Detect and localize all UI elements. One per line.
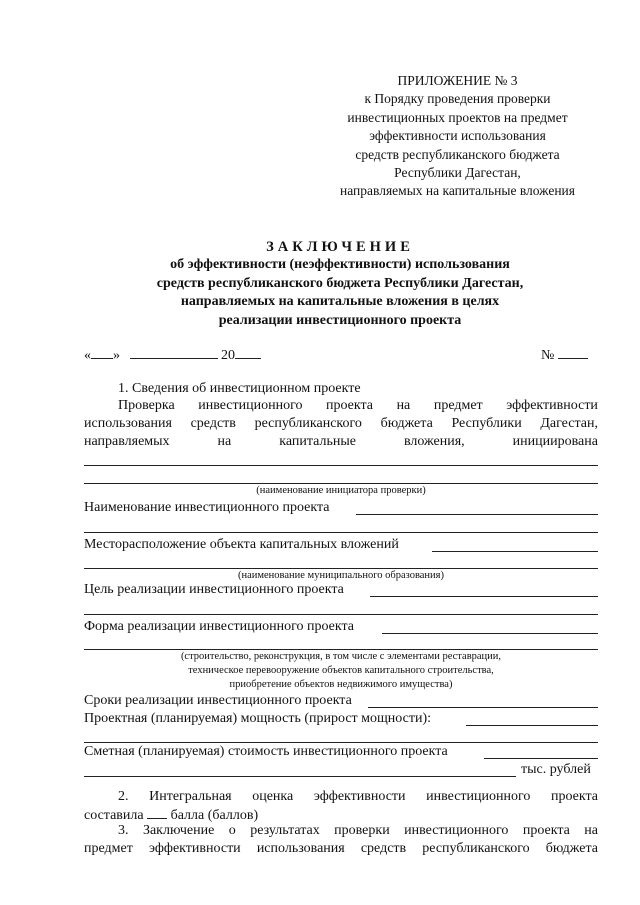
number-sign: № xyxy=(541,348,555,363)
score-blank[interactable] xyxy=(147,806,167,819)
form-caption-line: приобретение объектов недвижимого имущества) xyxy=(229,679,453,690)
word: проекта xyxy=(522,823,570,838)
word: результатах xyxy=(250,823,320,838)
capacity-label: Проектная (планируемая) мощность (прирост мощности): xyxy=(84,711,432,726)
word: использования xyxy=(84,416,172,431)
word: средств xyxy=(360,841,407,856)
word: на xyxy=(584,823,598,838)
word: капитальные xyxy=(279,434,356,449)
section3-line xyxy=(118,823,598,839)
terms-blank[interactable] xyxy=(368,707,598,708)
section1-para-line xyxy=(118,398,598,414)
project-name-label: Наименование инвестиционного проекта xyxy=(84,500,330,515)
section2-score xyxy=(84,806,258,824)
word: бюджета xyxy=(380,416,433,431)
word: инвестиционного xyxy=(404,823,509,838)
word: эффективности xyxy=(148,841,241,856)
location-label: Месторасположение объекта капитальных вложений xyxy=(84,537,399,552)
appendix-line: средств республиканского бюджета xyxy=(355,146,560,162)
score-prefix: составила xyxy=(84,808,144,823)
word: республиканского xyxy=(254,416,362,431)
word: на xyxy=(217,434,232,449)
section2-line xyxy=(118,789,598,805)
cost-blank-2[interactable] xyxy=(84,776,516,777)
year-blank[interactable] xyxy=(235,346,261,359)
appendix-line: Республики Дагестан, xyxy=(394,165,521,181)
word: Проверка xyxy=(118,398,175,413)
date-field xyxy=(84,346,261,364)
word: инвестиционного xyxy=(426,789,531,804)
word: 2. xyxy=(118,789,129,804)
word: инвестиционного xyxy=(198,398,303,413)
capacity-blank-2[interactable] xyxy=(84,742,598,743)
cost-blank[interactable] xyxy=(484,758,598,759)
word: предмет xyxy=(84,841,133,856)
form-label: Форма реализации инвестиционного проекта xyxy=(84,619,355,634)
terms-label: Сроки реализации инвестиционного проекта xyxy=(84,693,352,708)
word: бюджета xyxy=(545,841,598,856)
word: использования xyxy=(256,841,345,856)
day-blank[interactable] xyxy=(91,346,113,359)
goal-blank[interactable] xyxy=(370,596,598,597)
year-prefix: 20 xyxy=(221,348,235,363)
document-title xyxy=(60,238,620,330)
quote-open: « xyxy=(84,348,91,363)
month-blank[interactable] xyxy=(130,346,218,359)
goal-label: Цель реализации инвестиционного проекта xyxy=(84,582,344,597)
word: проекта xyxy=(326,398,374,413)
number-field xyxy=(541,346,588,364)
project-name-blank-2[interactable] xyxy=(84,532,598,533)
section1-para-line xyxy=(84,434,598,450)
word: проверки xyxy=(334,823,390,838)
capacity-blank[interactable] xyxy=(466,725,598,726)
word: направляемых xyxy=(84,434,170,449)
word: средств xyxy=(190,416,236,431)
cost-label: Сметная (планируемая) стоимость инвестиционного проекта xyxy=(84,744,448,759)
score-suffix: балла (баллов) xyxy=(170,808,259,823)
word: на xyxy=(396,398,411,413)
title-main: ЗАКЛЮЧЕНИЕ xyxy=(266,239,414,255)
form-caption xyxy=(84,650,598,692)
initiator-caption: (наименование инициатора проверки) xyxy=(256,485,426,496)
title-line: направляемых на капитальные вложения в целях xyxy=(180,294,500,310)
appendix-line: эффективности использования xyxy=(369,128,546,144)
form-caption-line: (строительство, реконструкция, в том числе с элементами реставрации, xyxy=(180,651,502,662)
word: вложения, xyxy=(403,434,465,449)
word: проекта xyxy=(551,789,598,804)
word: Дагестан, xyxy=(540,416,598,431)
word: предмет xyxy=(433,398,483,413)
form-blank[interactable] xyxy=(382,633,598,634)
word: инициирована xyxy=(512,434,598,449)
word: эффективности xyxy=(313,789,406,804)
initiator-blank-1[interactable] xyxy=(84,465,598,466)
title-line: реализации инвестиционного проекта xyxy=(218,312,462,328)
appendix-line: инвестиционных проектов на предмет xyxy=(347,109,568,125)
project-name-blank[interactable] xyxy=(356,514,598,515)
location-blank[interactable] xyxy=(432,551,598,552)
word: эффективности xyxy=(506,398,598,413)
word: республиканского xyxy=(422,841,530,856)
word: Интегральная xyxy=(149,789,232,804)
word: оценка xyxy=(252,789,294,804)
word: Республики xyxy=(451,416,522,431)
quote-close: » xyxy=(113,348,120,363)
appendix-header xyxy=(300,72,615,201)
word: 3. xyxy=(118,823,129,838)
title-line: средств республиканского бюджета Республики Дагестан, xyxy=(156,275,524,291)
title-line: об эффективности (неэффективности) использования xyxy=(170,257,510,273)
cost-unit: тыс. рублей xyxy=(521,762,591,777)
section1-para-line xyxy=(84,416,598,432)
word: о xyxy=(228,823,236,838)
number-blank[interactable] xyxy=(558,346,588,359)
word: Заключение xyxy=(142,823,215,838)
form-caption-line: техническое перевооружение объектов капитального строительства, xyxy=(188,665,494,676)
appendix-line: к Порядку проведения проверки xyxy=(364,91,551,107)
goal-blank-2[interactable] xyxy=(84,614,598,615)
section1-heading: 1. Сведения об инвестиционном проекте xyxy=(118,381,361,396)
appendix-line: ПРИЛОЖЕНИЕ № 3 xyxy=(397,73,518,88)
appendix-line: направляемых на капитальные вложения xyxy=(340,183,575,199)
municipality-caption: (наименование муниципального образования) xyxy=(237,570,445,581)
section3-line xyxy=(84,841,598,857)
